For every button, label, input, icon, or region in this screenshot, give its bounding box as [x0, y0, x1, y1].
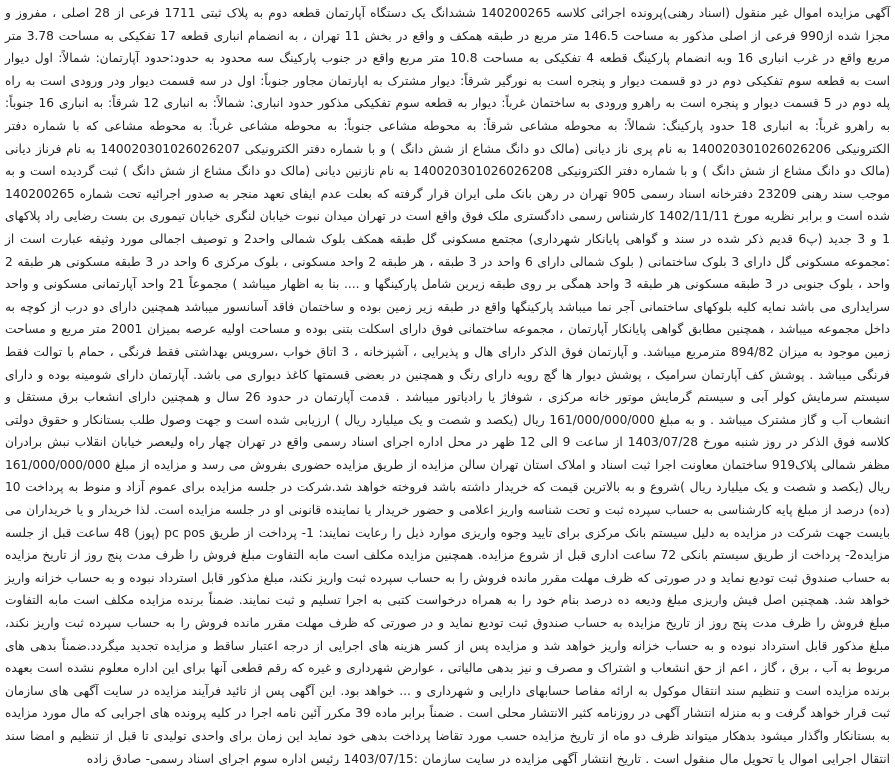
auction-notice-text: آگهی مزایده اموال غیر منقول (اسناد رهنی)پرونده اجرائی کلاسه 140200265 ششدانگ یک دستگاه آپارتمان قطعه دوم به پلاک ثبتی 1711 فرعی از 28 اصلی ، مفروز و مجزا شده از990 فرعی از اصلی مذکور به مساحت 146.5 متر مربع در طبقه همکف و واقع در بخش 11 تهران ، به انضمام انباری قطعه 17 تفکیکی به مساحت 3.78 متر مربع واقع در غرب انباری 16 وبه انضمام پارکینگ قطعه 4 تفکیکی به مساحت 10.8 متر مربع واقع در جنوب پارکینگ سه محدود به حدود:حدود آپارتمان: شمالاً: اول دیوار است به قطعه سوم تفکیکی دوم در دو قسمت دیوار و پنجره است به نورگیر شرقاً: دیوار مشترک به اپارتمان مجاور جنوباً: اول در سه قسمت دیوار ودر ورودی است به راه پله دوم در 5 قسمت دیوار و پنجره است به راهرو ورودی به ساختمان غرباً: دیوار به قطعه سوم تفکیکی مذکور حدود انباری: شمالاً: به انباری 12 شرقاً: به انباری 16 جنوباً: به راهرو غرباً: به انباری 18 حدود پارکینگ: شمالاً: به محوطه مشاعی شرقاً: به محوطه مشاعی جنوباً: به محوطه مشاعی غرباً: به محوطه مشاعی که با شماره دفتر الکترونیکی 140020301026026206 به نام پری ناز دیانی (مالک دو دانگ مشاع از شش دانگ ) و با شماره دفتر الکترونیکی 140020301026026207 به نام فرناز دیانی (مالک دو دانگ مشاع از شش دانگ ) و با شماره دفتر الکترونیکی 140020301026026208 به نام نازنین دیانی (مالک دو دانگ مشاع از شش دانگ ) ثبت گردیده است و به موجب سند رهنی 23209 دفترخانه اسناد رسمی 905 تهران در رهن بانک ملی ایران قرار گرفته که بعلت عدم ایفای تعهد منجر به صدور اجرائیه تحت شماره 140200265 شده است و برابر نظریه مورخ 1402/11/11 کارشناس رسمی دادگستری ملک فوق واقع است در تهران میدان نبوت خیابان لنگری خیابان تیموری بن بست رضایی راد پلاکهای 1 و 3 جدید (پ6 قدیم ذکر شده در سند و گواهی پایانکار شهرداری) مجتمع مسکونی گل طبقه همکف بلوک شمالی واحد2 و توصیف اجمالی مورد وثیقه عبارت است از :مجموعه مسکونی گل دارای 3 بلوک ساختمانی ( بلوک شمالی دارای 6 واحد در 3 طبقه ، هر طبقه 2 واحد مسکونی ، بلوک مرکزی 6 واحد در 3 طبقه مسکونی هر طبقه 2 واحد ، بلوک جنوبی در 3 طبقه مسکونی هر طبقه 3 واحد همگی بر روی طبقه زیرین شامل پارکینگها و .... بنا به اظهار میباشد ) مجموعاً 21 واحد آپارتمانی مسکونی و واحد سرایداری می باشد نمایه کلیه بلوکهای ساختمانی آجر نما میباشد پارکینگها واقع در طبقه زیر زمین بوده و ساختمان فاقد آسانسور میباشد همچنین دارای دو درب از کوچه به داخل مجموعه میباشد ، همچنین مطابق گواهی پایانکار آپارتمان ، مجموعه ساختمانی فوق دارای اسکلت بتنی بوده و مساحت اولیه عرصه بمیزان 2001 متر مربع و مساحت زمین موجود به میزان 894/82 مترمربع میباشد. و آپارتمان فوق الذکر دارای هال و پذیرایی ، آشپزخانه ، 3 اتاق خواب ،سرویس بهداشتی فقط فرنگی ، حمام با توالت فقط فرنگی میباشد . پوشش کف آپارتمان سرامیک ، پوشش دیوار ها گچ رویه دارای رنگ و همچنین در بعضی قسمتها کاغذ دیواری می باشد. آپارتمان دارای شومینه بوده و دارای سیستم سرمایش کولر آبی و سیستم گرمایش موتور خانه مرکزی ، شوفاژ یا رادیاتور میباشد . قدمت آپارتمان در حدود 26 سال و همچنین دارای انشعاب برق مستقل و انشعاب آب و گاز مشترک میباشد . و به مبلغ 161/000/000/000 ریال (یکصد و شصت و یک میلیارد ریال ) ارزیابی شده است و جهت وصول طلب بستانکار و حقوق دولتی کلاسه فوق الذکر در روز شنبه مورخ 1403/07/28 از ساعت 9 الی 12 ظهر در محل اداره اجرای اسناد رسمی واقع در تهران چهار راه ولیعصر خیابان انقلاب نبش برادران مظفر شمالی پلاک919 ساختمان معاونت اجرا ثبت اسناد و املاک استان تهران سالن مزایده از طریق مزایده حضوری بفروش می رسد و مزایده از مبلغ 161/000/000/000 ریال (یکصد و شصت و یک میلیارد ریال )شروع و به بالاترین قیمت که خریدار داشته باشد فروخته خواهد شد.شرکت در جلسه مزایده برای عموم آزاد و منوط به پرداخت 10 (ده) درصد از مبلغ پایه کارشناسی به حساب سپرده ثبت و تحت شناسه واریز اعلامی و حضور خریدار یا نماینده قانونی او در جلسه مزایده است. لذا خریدار و یا خریداران می بایست جهت شرکت در مزایده به دلیل سیستم بانک مرکزی برای تایید وجوه واریزی موارد ذیل را رعایت نمایند: 1- پرداخت از طریق pc pos (پوز) 48 ساعت قبل از جلسه مزایده2- پرداخت از طریق سیستم بانکی 72 ساعت اداری قبل از شروع مزایده. همچنین مزایده مکلف است مابه التفاوت مبلغ فروش را ظرف مدت پنج روز از تاریخ مزایده به حساب صندوق ثبت تودیع نماید و در صورتی که ظرف مهلت مقرر مانده فروش را به حساب سپرده ثبت واریز نکند، مبلغ مذکور قابل استرداد نبوده و به حساب خزانه واریز خواهد شد. همچنین اصل فیش واریزی مبلغ ودیعه ده درصد بنام خود را به همراه درخواست کتبی به اجرا تسلیم و ثبت نمایند. ضمناً برنده مزایده مکلف است مابه التفاوت مبلغ فروش را ظرف مدت پنج روز از تاریخ مزایده به حساب صندوق ثبت تودیع نماید و در صورتی که ظرف مهلت مقرر مانده فروش را به حساب سپرده ثبت واریز نکند، مبلغ مذکور قابل استرداد نبوده و به حساب خزانه واریز خواهد شد و مزایده پس از کسر هزینه های اجرایی از درجه اعتبار ساقط و مزایده تجدید میگردد.ضمناً بدهی های مربوط به آب ، برق ، گاز ، اعم از حق انشعاب و اشتراک و مصرف و نیز بدهی مالیاتی ، عوارض شهرداری و غیره که رقم قطعی آنها برای این اداره معلوم نشده است بعهده برنده مزایده است و تنظیم سند انتقال موکول به ارائه مفاصا حسابهای دارایی و شهرداری و ... خواهد بود. این آگهی پس از تائید فرآیند مزایده در سایت آگهی های سازمان ثبت قرار خواهد گرفت و به منزله انتشار آگهی در روزنامه کثیر الانتشار محلی است . ضمناً برابر ماده 39 مکرر آئین نامه اجرا در کلیه پرونده های اجرایی که مال مورد مزایده به بستانکار واگذار میشود بدهکار میتواند ظرف دو ماه از تاریخ مزایده حسب مورد تقاضا پرداخت بدهی خود نماید این زمان برای واحدی تولیدی تا قبل از تنظیم و امضا سند انتقال اجرایی اموال یا تحویل مال منقول است . تاریخ انتشار آگهی مزایده در سایت سازمان :1403/07/15 رئیس اداره سوم اجرای اسناد رسمی- صادق زاده [5, 6, 891, 766]
